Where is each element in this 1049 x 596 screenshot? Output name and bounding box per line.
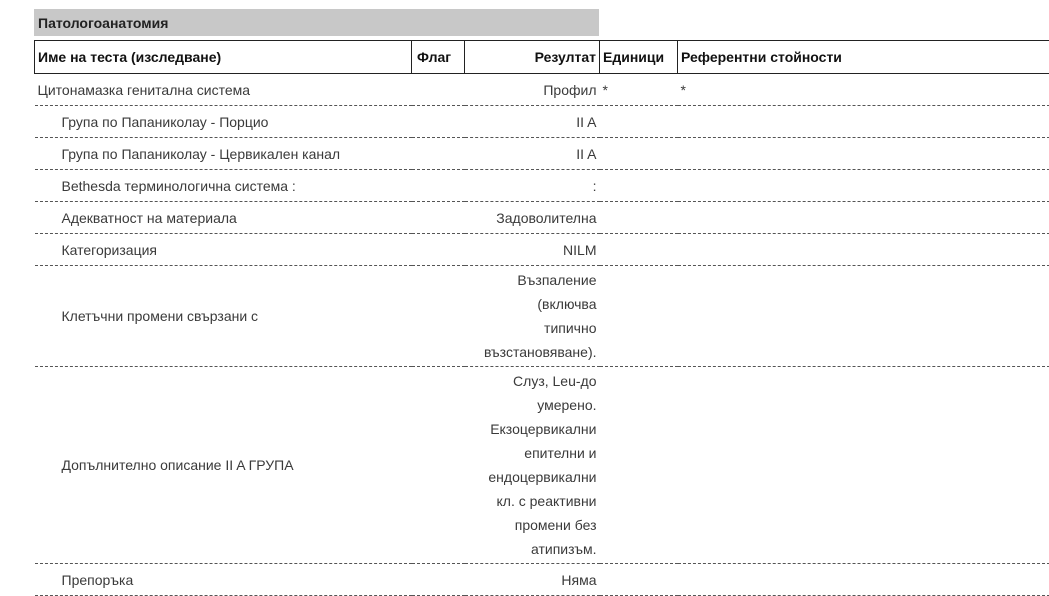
table-row	[35, 106, 1049, 138]
result-line: Задоволителна	[468, 206, 597, 230]
table-row	[35, 202, 1049, 234]
table-row	[35, 234, 1049, 266]
table-row	[35, 138, 1049, 170]
result-line: ендоцервикални	[468, 465, 597, 489]
result-line: Няма	[468, 568, 597, 592]
flag-cell	[412, 74, 465, 106]
units-cell: *	[600, 74, 678, 106]
result-line: Профил	[468, 78, 597, 102]
result-cell	[465, 202, 600, 234]
result-cell	[465, 74, 600, 106]
test-name-cell: Група по Папаниколау - Порцио	[35, 106, 412, 138]
result-cell	[465, 266, 600, 367]
flag-cell	[412, 170, 465, 202]
test-name-cell: Адекватност на материала	[35, 202, 412, 234]
header-test-name: Име на теста (изследване)	[35, 41, 412, 74]
result-line: възстановяване).	[468, 340, 597, 364]
flag-cell	[412, 138, 465, 170]
units-cell	[600, 234, 678, 266]
result-line: атипизъм.	[468, 537, 597, 561]
units-cell	[600, 564, 678, 596]
result-cell	[465, 564, 600, 596]
header-flag: Флаг	[412, 41, 465, 74]
table-header-row	[35, 41, 1049, 74]
reference-values-cell	[678, 202, 1049, 234]
header-reference-values: Референтни стойности	[678, 41, 1049, 74]
reference-values-cell	[678, 170, 1049, 202]
reference-values-cell: *	[678, 74, 1049, 106]
result-cell	[465, 138, 600, 170]
units-cell	[600, 138, 678, 170]
test-name-cell: Група по Папаниколау - Цервикален канал	[35, 138, 412, 170]
test-name-cell: Категоризация	[35, 234, 412, 266]
table-row	[35, 266, 1049, 367]
test-name-cell: Допълнително описание II A ГРУПА	[35, 367, 412, 564]
result-cell	[465, 170, 600, 202]
result-line: Възпаление	[468, 268, 597, 292]
units-cell	[600, 266, 678, 367]
results-body	[35, 74, 1049, 596]
result-cell	[465, 367, 600, 564]
reference-values-cell	[678, 106, 1049, 138]
test-name-cell: Цитонамазка генитална система	[35, 74, 412, 106]
table-row	[35, 564, 1049, 596]
flag-cell	[412, 564, 465, 596]
result-line: епителни и	[468, 441, 597, 465]
flag-cell	[412, 202, 465, 234]
results-table	[34, 40, 1049, 596]
reference-values-cell	[678, 138, 1049, 170]
units-cell	[600, 202, 678, 234]
test-name-cell: Bethesda терминологична система :	[35, 170, 412, 202]
flag-cell	[412, 234, 465, 266]
table-row	[35, 74, 1049, 106]
result-line: (включва	[468, 292, 597, 316]
table-row	[35, 170, 1049, 202]
result-cell	[465, 106, 600, 138]
result-line: NILM	[468, 238, 597, 262]
result-cell	[465, 234, 600, 266]
flag-cell	[412, 106, 465, 138]
header-units: Единици	[600, 41, 678, 74]
result-line: Екзоцервикални	[468, 417, 597, 441]
reference-values-cell	[678, 367, 1049, 564]
header-result: Резултат	[465, 41, 600, 74]
test-name-cell: Препоръка	[35, 564, 412, 596]
result-line: типично	[468, 316, 597, 340]
reference-values-cell	[678, 234, 1049, 266]
flag-cell	[412, 266, 465, 367]
section-title: Патологоанатомия	[34, 9, 599, 36]
test-name-cell: Клетъчни промени свързани с	[35, 266, 412, 367]
table-row	[35, 367, 1049, 564]
result-line: II A	[468, 110, 597, 134]
flag-cell	[412, 367, 465, 564]
units-cell	[600, 106, 678, 138]
result-line: умерено.	[468, 393, 597, 417]
result-line: Слуз, Leu-до	[468, 369, 597, 393]
reference-values-cell	[678, 564, 1049, 596]
result-line: II A	[468, 142, 597, 166]
result-line: кл. с реактивни	[468, 489, 597, 513]
units-cell	[600, 367, 678, 564]
reference-values-cell	[678, 266, 1049, 367]
units-cell	[600, 170, 678, 202]
result-line: :	[468, 174, 597, 198]
result-line: промени без	[468, 513, 597, 537]
